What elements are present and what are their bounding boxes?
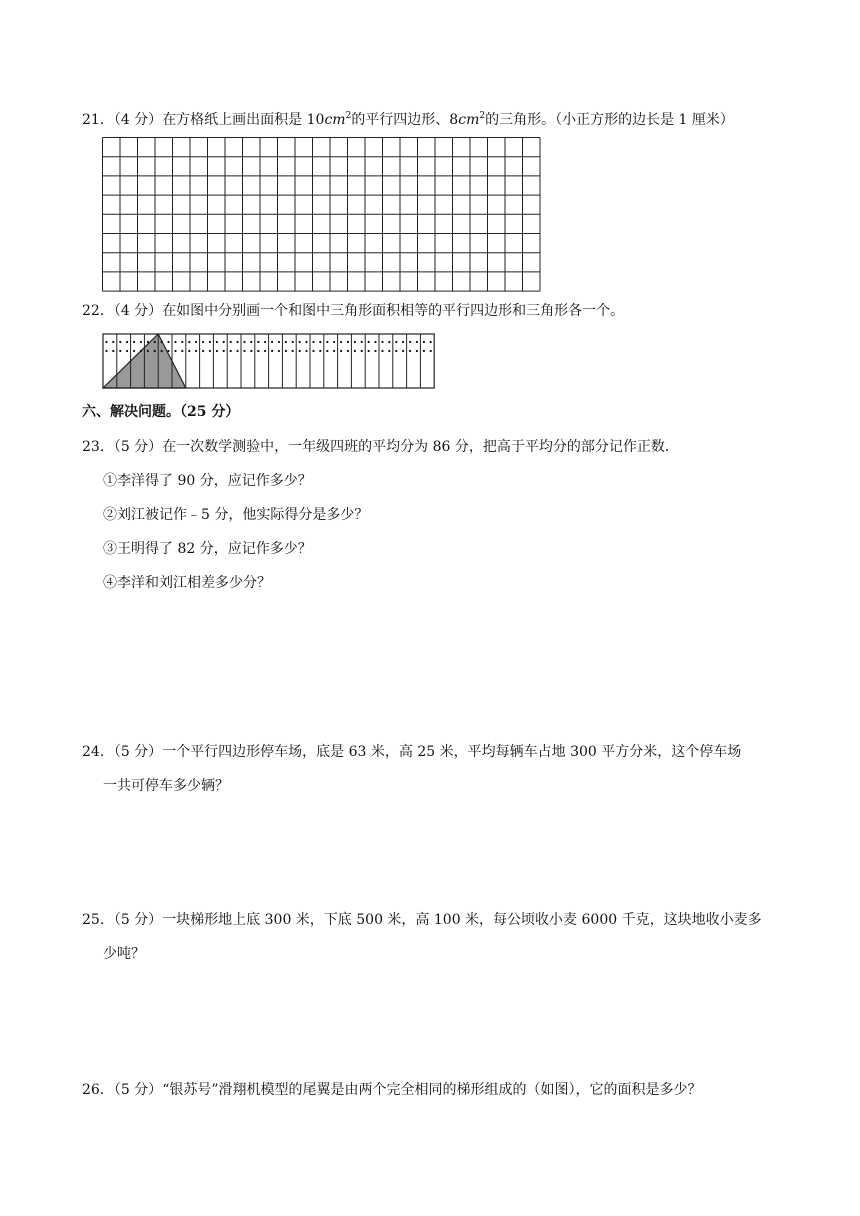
grid-dot [340, 350, 342, 352]
question-number: 24． [82, 744, 114, 760]
grid-dot [161, 350, 163, 352]
grid-dot [133, 341, 135, 343]
grid-dot [250, 341, 252, 343]
question-text: “银苏号”滑翔机模型的尾翼是由两个完全相同的梯形组成的（如图），它的面积是多少？ [162, 1082, 702, 1098]
grid-dot [202, 350, 204, 352]
grid-dot [243, 341, 245, 343]
grid-dot [381, 350, 383, 352]
grid-dot [147, 341, 149, 343]
grid-dot [147, 350, 149, 352]
grid-dot [167, 350, 169, 352]
question-21 [82, 110, 734, 130]
grid-dot [430, 350, 432, 352]
grid-dot [140, 350, 142, 352]
grid-dot [374, 341, 376, 343]
grid-dot [305, 350, 307, 352]
grid-dot [409, 350, 411, 352]
question-24 [82, 742, 741, 762]
grid-dot [285, 350, 287, 352]
question-number: 26． [82, 1082, 114, 1098]
question-22 [82, 301, 624, 321]
question-number: 23． [82, 439, 114, 455]
grid-dot [312, 350, 314, 352]
grid-dot [312, 341, 314, 343]
grid-dot [395, 350, 397, 352]
grid-dot [119, 350, 121, 352]
grid-dot [319, 350, 321, 352]
grid-dot [112, 341, 114, 343]
grid-dot [202, 341, 204, 343]
grid-dot [278, 341, 280, 343]
grid-dot [174, 350, 176, 352]
question-score: （4 分） [113, 112, 163, 128]
unit: cm [458, 112, 480, 128]
grid-dot [416, 350, 418, 352]
grid-dot [188, 350, 190, 352]
grid-dot [368, 341, 370, 343]
question-26 [82, 1080, 702, 1100]
grid-dot [257, 350, 259, 352]
question-25 [82, 910, 762, 930]
grid-dot [347, 350, 349, 352]
grid-dot [271, 341, 273, 343]
grid-dot [264, 350, 266, 352]
grid-dot [223, 341, 225, 343]
grid-dot [236, 341, 238, 343]
grid-dot [126, 341, 128, 343]
grid-dot [299, 350, 301, 352]
grid-dot [423, 341, 425, 343]
grid-dot [354, 341, 356, 343]
grid-dot [292, 341, 294, 343]
grid-dot [126, 350, 128, 352]
square-grid-paper [102, 137, 543, 293]
grid-dot [195, 350, 197, 352]
question-text-continued: 少吨？ [103, 946, 145, 962]
grid-dot [333, 341, 335, 343]
grid-dot [340, 341, 342, 343]
question-text: 一个平行四边形停车场，底是 63 米，高 25 米，平均每辆车占地 300 平方分米，这个停车场 [162, 744, 742, 760]
unit: cm [324, 112, 346, 128]
grid-dot [154, 341, 156, 343]
exponent: 2 [345, 111, 352, 121]
grid-dot [161, 341, 163, 343]
grid-dot [409, 341, 411, 343]
question-number: 25． [82, 912, 114, 928]
grid-dot [223, 350, 225, 352]
grid-dot [230, 341, 232, 343]
grid-dot [230, 350, 232, 352]
question-number: 21． [82, 112, 114, 128]
question-text-continued: 一共可停车多少辆？ [103, 778, 229, 794]
question-text: 一块梯形地上底 300 米，下底 500 米，高 100 米，每公顷收小麦 6000 千克，这块地收小麦多 [162, 912, 762, 928]
grid-dot [381, 341, 383, 343]
sub-question: ③王明得了 82 分，应记作多少？ [103, 541, 312, 557]
sub-question: ④李洋和刘江相差多少分？ [103, 575, 271, 591]
grid-dot [326, 350, 328, 352]
grid-dot [216, 341, 218, 343]
grid-dot [305, 341, 307, 343]
grid-dot [181, 341, 183, 343]
grid-dot [264, 341, 266, 343]
grid-dot [119, 341, 121, 343]
sub-question: ②刘江被记作﹣5 分，他实际得分是多少？ [103, 507, 369, 523]
question-text: 在方格纸上画出面积是 10 [162, 112, 325, 128]
grid-dot [299, 341, 301, 343]
grid-dot [250, 350, 252, 352]
grid-dot [257, 341, 259, 343]
grid-dot [347, 341, 349, 343]
grid-dot [368, 350, 370, 352]
grid-dot [402, 350, 404, 352]
grid-dot [402, 341, 404, 343]
grid-dot [361, 341, 363, 343]
question-score: （5 分） [113, 912, 163, 928]
grid-dot [105, 350, 107, 352]
question-text: 的平行四边形、8 [351, 112, 459, 128]
grid-dot [326, 341, 328, 343]
grid-dot [374, 350, 376, 352]
grid-dot [333, 350, 335, 352]
grid-dot [423, 350, 425, 352]
grid-dot [271, 350, 273, 352]
grid-dot [174, 341, 176, 343]
question-score: （5 分） [113, 439, 163, 455]
section-title: 六、解决问题。（25 分） [82, 404, 240, 420]
question-text: 的三角形。（小正方形的边长是 1 厘米） [485, 112, 734, 128]
grid-dot [236, 350, 238, 352]
grid-dot [140, 341, 142, 343]
grid-dot [354, 350, 356, 352]
question-23 [82, 437, 679, 457]
grid-dot [430, 341, 432, 343]
exponent: 2 [479, 111, 486, 121]
question-number: 22． [82, 303, 114, 319]
grid-dot [216, 350, 218, 352]
grid-dot [112, 350, 114, 352]
question-text: 在如图中分别画一个和图中三角形面积相等的平行四边形和三角形各一个。 [162, 303, 625, 319]
question-score: （4 分） [113, 303, 163, 319]
grid-dot [154, 350, 156, 352]
grid-dot [133, 350, 135, 352]
grid-dot [388, 341, 390, 343]
grid-dot [188, 341, 190, 343]
question-score: （5 分） [113, 744, 163, 760]
grid-dot [319, 341, 321, 343]
grid-dot [278, 350, 280, 352]
grid-dot [388, 350, 390, 352]
grid-dot [209, 341, 211, 343]
grid-dot [243, 350, 245, 352]
sub-question: ①李洋得了 90 分，应记作多少？ [103, 473, 312, 489]
triangle-strip-figure [102, 333, 438, 389]
grid-dot [209, 350, 211, 352]
grid-dot [416, 341, 418, 343]
question-score: （5 分） [113, 1082, 163, 1098]
question-text: 在一次数学测验中，一年级四班的平均分为 86 分，把高于平均分的部分记作正数． [162, 439, 679, 455]
grid-dot [167, 341, 169, 343]
grid-dot [292, 350, 294, 352]
grid-dot [181, 350, 183, 352]
grid-dot [285, 341, 287, 343]
grid-dot [105, 341, 107, 343]
grid-dot [395, 341, 397, 343]
grid-dot [361, 350, 363, 352]
grid-dot [195, 341, 197, 343]
